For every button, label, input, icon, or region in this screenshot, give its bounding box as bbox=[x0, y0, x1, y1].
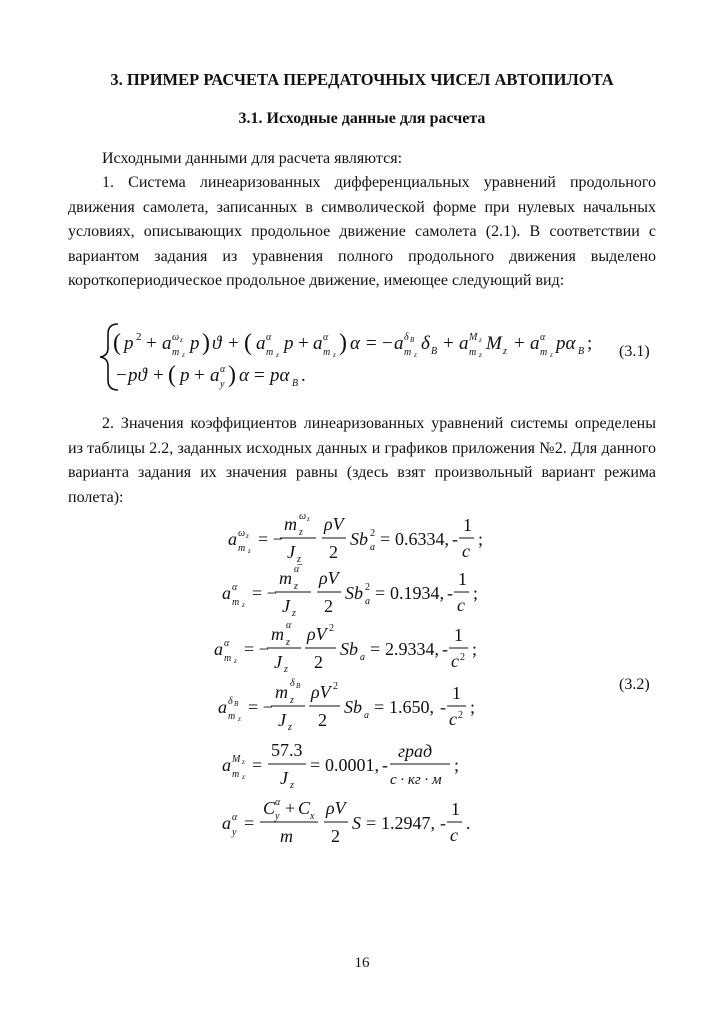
svg-text:=: = bbox=[374, 697, 385, 717]
svg-text:Sb: Sb bbox=[344, 697, 362, 717]
svg-text:= −: = − bbox=[244, 639, 269, 659]
svg-text:α: α bbox=[224, 638, 230, 649]
svg-text:a: a bbox=[394, 333, 404, 354]
svg-text:z: z bbox=[286, 637, 290, 648]
svg-text:z: z bbox=[288, 722, 292, 733]
unit-den-2: c bbox=[457, 595, 465, 615]
svg-text:=: = bbox=[244, 813, 255, 833]
svg-text:a: a bbox=[162, 333, 172, 354]
svg-text:В: В bbox=[410, 336, 415, 344]
svg-text:α: α bbox=[232, 812, 238, 823]
svg-text:m: m bbox=[266, 347, 274, 358]
svg-text:ρV: ρV bbox=[311, 682, 331, 702]
svg-text:=: = bbox=[310, 755, 321, 775]
svg-text:z: z bbox=[180, 336, 183, 344]
svg-text:.: . bbox=[301, 365, 306, 386]
svg-text:m: m bbox=[540, 347, 548, 358]
unit-grad-den: c · кг · м bbox=[390, 772, 442, 788]
svg-text:2: 2 bbox=[370, 528, 375, 539]
svg-text:ϑ: ϑ bbox=[212, 333, 222, 354]
svg-text:a: a bbox=[228, 529, 237, 549]
equation-number-3-2: (3.2) bbox=[619, 676, 650, 693]
formula-row-1 bbox=[228, 511, 483, 565]
svg-text:a: a bbox=[530, 333, 540, 354]
svg-text:=: = bbox=[380, 529, 391, 549]
svg-text:m: m bbox=[279, 568, 292, 588]
svg-text:z: z bbox=[503, 346, 507, 357]
svg-text:δ: δ bbox=[404, 332, 409, 343]
svg-text:+: + bbox=[514, 333, 525, 354]
svg-text:a: a bbox=[222, 755, 231, 775]
svg-text:-: - bbox=[382, 755, 388, 775]
svg-text:a: a bbox=[360, 652, 365, 663]
svg-text:a: a bbox=[365, 596, 370, 607]
svg-text:z: z bbox=[246, 532, 249, 540]
coefficient-formulas-3-2 bbox=[214, 511, 483, 846]
svg-text:2: 2 bbox=[314, 652, 323, 672]
svg-text:z: z bbox=[414, 351, 417, 359]
svg-text:В: В bbox=[296, 682, 301, 690]
svg-text:p: p bbox=[180, 365, 190, 386]
unit-den-1: c bbox=[462, 541, 470, 561]
svg-text:ω: ω bbox=[172, 332, 180, 343]
svg-text:-: - bbox=[447, 583, 453, 603]
svg-text:-: - bbox=[440, 697, 446, 717]
svg-text:p: p bbox=[124, 333, 134, 354]
svg-text:2: 2 bbox=[329, 623, 334, 634]
coef-value-1: 0.6334, bbox=[395, 529, 449, 549]
svg-text:α: α bbox=[350, 333, 360, 354]
svg-text:2: 2 bbox=[458, 710, 463, 721]
svg-text:y: y bbox=[232, 827, 237, 838]
svg-text:;: ; bbox=[454, 755, 460, 775]
section-title: 3.1. Исходные данные для расчета bbox=[238, 110, 486, 127]
svg-text:m: m bbox=[323, 347, 331, 358]
svg-text:2: 2 bbox=[460, 652, 465, 663]
svg-text:В: В bbox=[292, 378, 299, 389]
svg-text:ω: ω bbox=[299, 511, 307, 522]
svg-text:m: m bbox=[224, 653, 232, 664]
svg-text:ρV: ρV bbox=[319, 568, 339, 588]
svg-text:z: z bbox=[297, 554, 301, 565]
chapter-title: 3. ПРИМЕР РАСЧЕТА ПЕРЕДАТОЧНЫХ ЧИСЕЛ АВТОПИЛОТА bbox=[110, 70, 614, 89]
coef-value-6: 1.2947, bbox=[381, 813, 435, 833]
svg-text:a: a bbox=[210, 365, 220, 386]
svg-text:δ: δ bbox=[290, 678, 295, 689]
svg-text:;: ; bbox=[470, 697, 476, 717]
svg-text:+: + bbox=[298, 333, 309, 354]
svg-text:): ) bbox=[228, 362, 236, 388]
formula-row-2 bbox=[222, 564, 478, 619]
svg-text:+: + bbox=[194, 365, 205, 386]
svg-text:z: z bbox=[333, 351, 336, 359]
svg-text:-: - bbox=[440, 813, 446, 833]
unit-num-6: 1 bbox=[451, 799, 460, 819]
svg-text:m: m bbox=[280, 826, 293, 846]
formula-row-3 bbox=[214, 620, 477, 675]
svg-text:J: J bbox=[287, 542, 295, 562]
svg-text:z: z bbox=[234, 657, 237, 665]
svg-text:;: ; bbox=[472, 639, 478, 659]
svg-text:α̅: α̅ bbox=[294, 564, 300, 575]
svg-text:+: + bbox=[443, 333, 454, 354]
formula-row-4 bbox=[218, 678, 475, 733]
svg-text:m: m bbox=[228, 711, 236, 722]
svg-text:-: - bbox=[452, 529, 458, 549]
svg-text:a: a bbox=[370, 542, 375, 553]
svg-text:=: = bbox=[366, 333, 377, 354]
svg-text:C: C bbox=[263, 798, 276, 818]
unit-num-1: 1 bbox=[463, 515, 472, 535]
svg-text:В: В bbox=[578, 346, 585, 357]
svg-text:=: = bbox=[370, 639, 381, 659]
svg-text:α: α bbox=[220, 364, 226, 375]
svg-text:z: z bbox=[242, 758, 245, 766]
svg-text:a: a bbox=[222, 813, 231, 833]
svg-text:В: В bbox=[431, 346, 438, 357]
svg-text:= −: = − bbox=[252, 583, 277, 603]
svg-text:-: - bbox=[442, 639, 448, 659]
svg-text:J: J bbox=[274, 652, 282, 672]
svg-text:C: C bbox=[298, 798, 311, 818]
svg-text:z: z bbox=[299, 527, 303, 538]
svg-text:+: + bbox=[228, 333, 239, 354]
svg-text:+: + bbox=[153, 365, 164, 386]
formula-row-5 bbox=[222, 740, 459, 791]
svg-text:+: + bbox=[285, 798, 296, 818]
svg-text:a: a bbox=[364, 710, 369, 721]
svg-text:α: α bbox=[275, 797, 281, 808]
svg-text:pϑ: pϑ bbox=[128, 365, 147, 386]
svg-text:α: α bbox=[239, 365, 249, 386]
svg-text:2: 2 bbox=[329, 542, 338, 562]
svg-text:ρV: ρV bbox=[307, 624, 327, 644]
svg-text:−: − bbox=[382, 333, 393, 354]
svg-text:ω: ω bbox=[238, 528, 246, 539]
svg-text:m: m bbox=[271, 624, 284, 644]
svg-text:z: z bbox=[479, 351, 482, 359]
svg-text:.: . bbox=[466, 813, 471, 833]
svg-text:a: a bbox=[459, 333, 469, 354]
coef-value-3: 2.9334, bbox=[385, 639, 439, 659]
svg-text:z: z bbox=[290, 695, 294, 706]
svg-text:2: 2 bbox=[333, 681, 338, 692]
svg-text:z: z bbox=[284, 664, 288, 675]
equation-number-3-1: (3.1) bbox=[619, 343, 650, 360]
svg-text:2: 2 bbox=[324, 596, 333, 616]
svg-text:pα: pα bbox=[556, 333, 576, 354]
svg-text:m: m bbox=[232, 597, 240, 608]
item1-paragraph: 1. Система линеаризованных дифференциальных уравнений продольного движения самолета, записанных в символической форме при нулевых начальных условиях, описывающих продольное движение самолета (2.1). В соответствии с вариантом задания из уравнения полного продольного движения выделено короткопериодическое продольное движение, имеющее следующий вид: bbox=[68, 174, 656, 289]
svg-text:a: a bbox=[218, 697, 227, 717]
svg-text:(: ( bbox=[113, 330, 121, 356]
svg-text:J: J bbox=[278, 710, 286, 730]
svg-text:z: z bbox=[242, 601, 245, 609]
svg-text:2: 2 bbox=[318, 710, 327, 730]
svg-text:z: z bbox=[242, 773, 245, 781]
svg-text:): ) bbox=[339, 330, 347, 356]
svg-text:pα: pα bbox=[270, 365, 290, 386]
svg-text:S: S bbox=[352, 813, 361, 833]
unit-num-3: 1 bbox=[454, 625, 463, 645]
svg-text:a: a bbox=[256, 333, 266, 354]
svg-text:m: m bbox=[284, 514, 297, 534]
svg-text:ρV: ρV bbox=[324, 514, 344, 534]
svg-text:m: m bbox=[238, 543, 246, 554]
svg-text:α: α bbox=[323, 332, 329, 343]
svg-text:Sb: Sb bbox=[350, 529, 368, 549]
svg-text:;: ; bbox=[587, 333, 593, 354]
svg-text:−: − bbox=[116, 365, 127, 386]
svg-text:p: p bbox=[284, 333, 294, 354]
svg-text:y: y bbox=[275, 811, 280, 822]
svg-text:z: z bbox=[479, 336, 482, 344]
svg-text:2: 2 bbox=[365, 582, 370, 593]
svg-text:z: z bbox=[182, 351, 185, 359]
svg-text:+: + bbox=[146, 333, 157, 354]
svg-text:α: α bbox=[266, 332, 272, 343]
svg-text:=: = bbox=[254, 365, 265, 386]
coef-value-2: 0.1934, bbox=[390, 583, 444, 603]
svg-text:2: 2 bbox=[331, 826, 340, 846]
svg-text:J: J bbox=[280, 768, 288, 788]
svg-text:2: 2 bbox=[136, 331, 142, 343]
svg-text:J: J bbox=[282, 596, 290, 616]
svg-text:= −: = − bbox=[258, 529, 283, 549]
svg-text:=: = bbox=[375, 583, 386, 603]
intro-paragraph: Исходными данными для расчета являются: bbox=[102, 150, 403, 167]
svg-text:(: ( bbox=[244, 330, 252, 356]
svg-text:z: z bbox=[290, 780, 294, 791]
svg-text:m: m bbox=[275, 682, 288, 702]
svg-text:z: z bbox=[550, 351, 553, 359]
svg-text:α: α bbox=[286, 620, 292, 631]
svg-text:Sb: Sb bbox=[340, 639, 358, 659]
svg-text:В: В bbox=[234, 700, 239, 708]
svg-text:;: ; bbox=[478, 529, 484, 549]
svg-text:): ) bbox=[202, 330, 210, 356]
svg-text:M: M bbox=[469, 332, 478, 343]
svg-text:(: ( bbox=[168, 362, 176, 388]
svg-text:z: z bbox=[307, 515, 310, 523]
unit-den-6: c bbox=[450, 825, 458, 845]
svg-text:z: z bbox=[276, 351, 279, 359]
svg-text:a: a bbox=[222, 583, 231, 603]
unit-num-4: 1 bbox=[452, 683, 461, 703]
equation-system-3-1 bbox=[100, 324, 592, 390]
svg-text:α: α bbox=[232, 582, 238, 593]
unit-den-3: c bbox=[451, 651, 459, 671]
svg-text:δ: δ bbox=[421, 333, 430, 354]
svg-text:x: x bbox=[310, 811, 315, 822]
svg-text:=: = bbox=[366, 813, 377, 833]
svg-text:M: M bbox=[232, 754, 241, 765]
svg-text:m: m bbox=[172, 347, 180, 358]
const-57-3: 57.3 bbox=[271, 740, 303, 760]
svg-text:m: m bbox=[469, 347, 477, 358]
svg-text:a: a bbox=[313, 333, 323, 354]
unit-grad-num: град bbox=[398, 741, 433, 761]
unit-num-2: 1 bbox=[458, 569, 467, 589]
svg-text:m: m bbox=[232, 769, 240, 780]
svg-text:;: ; bbox=[473, 583, 479, 603]
svg-text:δ: δ bbox=[228, 696, 233, 707]
page-number: 16 bbox=[354, 955, 370, 971]
svg-text:=: = bbox=[252, 755, 263, 775]
svg-text:ρV: ρV bbox=[326, 798, 346, 818]
svg-text:Sb: Sb bbox=[345, 583, 363, 603]
svg-text:M: M bbox=[486, 333, 502, 354]
svg-text:α: α bbox=[540, 332, 546, 343]
formula-row-6 bbox=[222, 797, 471, 846]
item2-paragraph: 2. Значения коэффициентов линеаризованных уравнений системы определены из таблицы 2.2, заданных исходных данных и графиков приложения №2. Для данного варианта задания их значения равны (здесь взят произвольный вариант режима полета): bbox=[68, 415, 656, 506]
svg-text:p: p bbox=[190, 333, 200, 354]
coef-value-5: 0.0001, bbox=[325, 755, 379, 775]
svg-text:z: z bbox=[238, 715, 241, 723]
svg-text:z: z bbox=[294, 581, 298, 592]
coef-value-4: 1.650, bbox=[389, 697, 434, 717]
svg-text:y: y bbox=[220, 379, 225, 390]
svg-text:= −: = − bbox=[248, 697, 273, 717]
svg-text:z: z bbox=[248, 547, 251, 555]
svg-text:m: m bbox=[404, 347, 412, 358]
svg-text:z: z bbox=[292, 608, 296, 619]
svg-text:a: a bbox=[214, 639, 223, 659]
unit-den-4: c bbox=[449, 709, 457, 729]
